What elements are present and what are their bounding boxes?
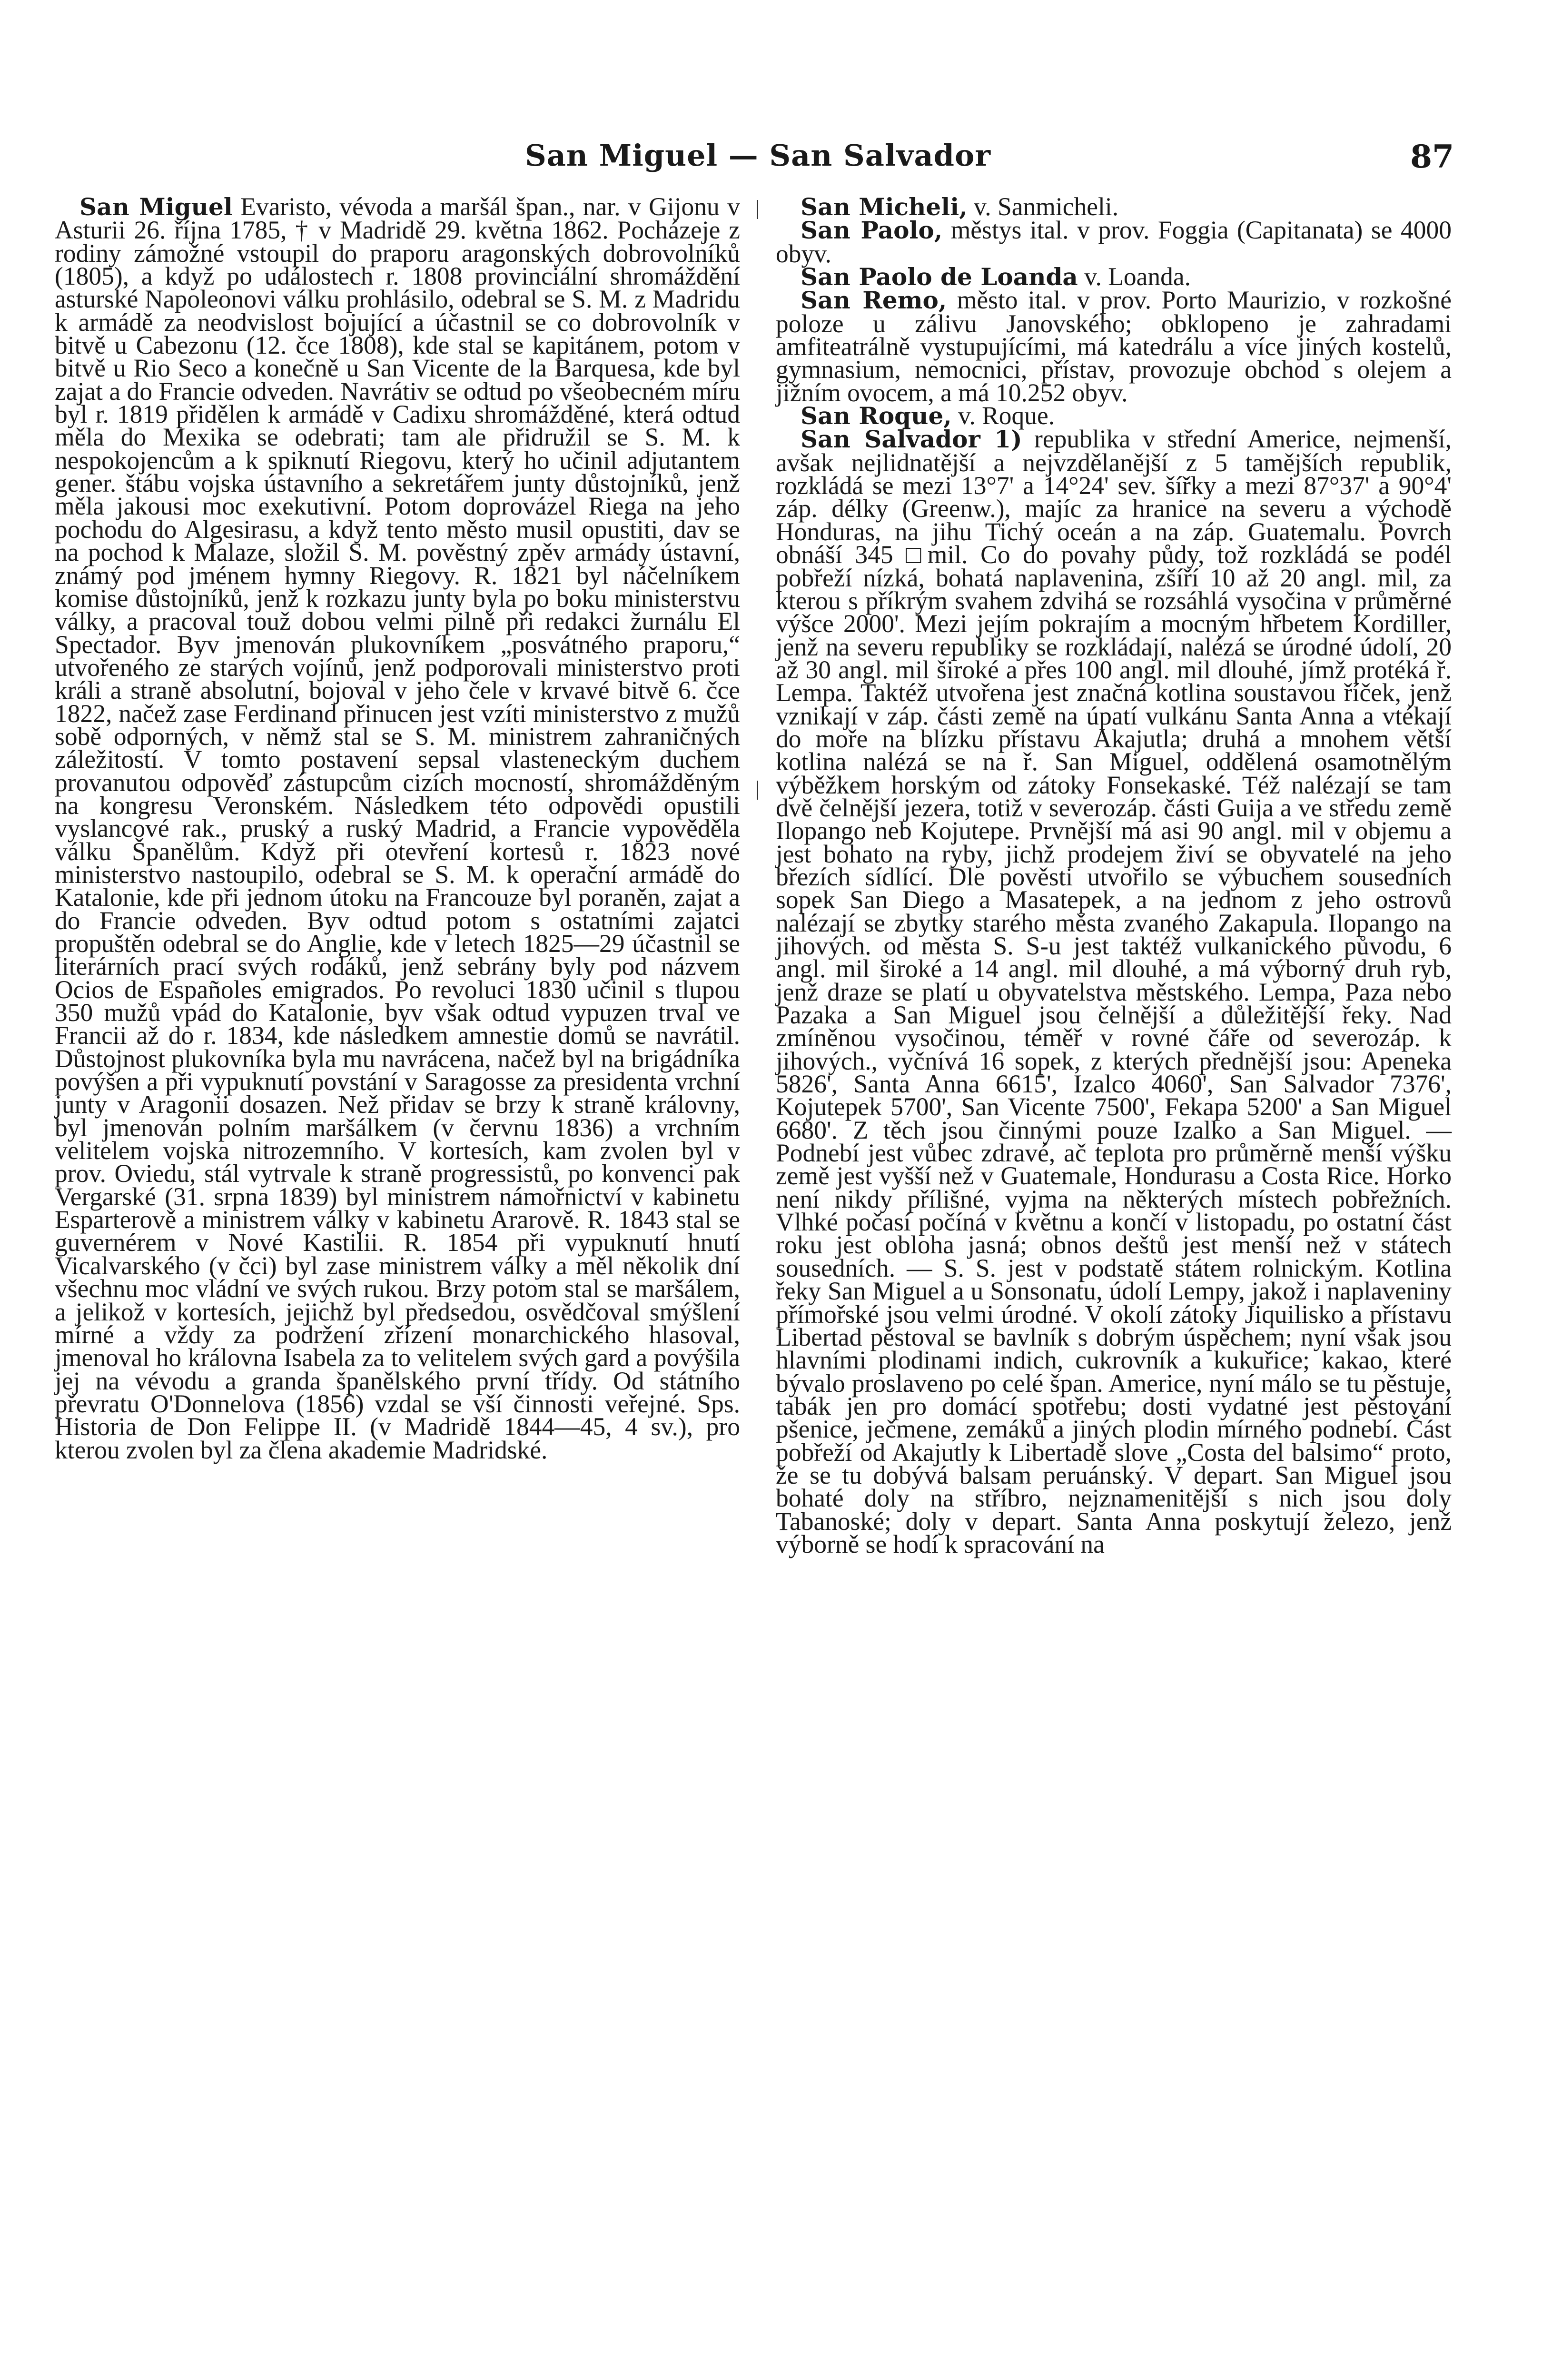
entry-headword: San Paolo, xyxy=(801,216,943,245)
running-title: San Miguel — San Salvador xyxy=(524,138,991,173)
entry-body: v. Loanda. xyxy=(1078,262,1191,291)
running-header xyxy=(62,133,1454,181)
entry-body: v. Roque. xyxy=(951,401,1055,430)
entry-headword: San Roque, xyxy=(801,402,952,430)
entry-body: městys ital. v prov. Foggia (Capitanata) se 4000 obyv. xyxy=(776,216,1452,268)
entry-headword: San Micheli, xyxy=(801,193,968,221)
entry-san-paolo xyxy=(776,216,1452,268)
column-divider-mark xyxy=(757,781,758,800)
entry-body: v. Sanmicheli. xyxy=(967,192,1119,221)
entry-san-roque xyxy=(776,401,1452,430)
entry-san-miguel xyxy=(55,192,740,1464)
entry-san-salvador xyxy=(776,427,1452,1556)
entry-san-remo xyxy=(776,286,1452,407)
entry-headword: San Salvador 1) xyxy=(801,425,1022,454)
entry-headword: San Paolo de Loanda xyxy=(801,263,1078,291)
entry-san-micheli xyxy=(776,192,1452,221)
entry-body: Evaristo, vévoda a maršál špan., nar. v Gijonu v Asturii 26. října 1785, † v Madridě 29. května 1862. Pocházeje z rodiny zámožné vstoupil do praporu aragonských dobrovolníků (1805), a když po událostech r. 1808 provinciální shromáždění asturské Napoleonovi válku prohlásilo, odebral se S. M. z Madridu k armádě za neodvislost bojující a účastnil se co dobrovolník v bitvě u Cabezonu (12. čce 1808), kde stal se kapitánem, potom v bitvě u Rio Seco a konečně u San Vicente de la Barquesa, kde byl zajat a do Francie odveden. Navrátiv se odtud po všeobecném míru byl r. 1819 přidělen k armádě v Cadixu shromážděné, která odtud měla do Mexika se odebrati; tam ale přidružil se S. M. k nespokojencům a k spiknutí Riegovu, který ho učinil adjutantem gener. štábu vojska ústavního a sekretářem junty důstojníků, jenž měla jakousi moc exekutivní. Potom doprovázel Riega na jeho pochodu do Algesirasu, a když tento město musil opustiti, dav se na pochod k Malaze, složil S. M. pověstný zpěv armády ústavní, známý pod jménem hymny Riegovy. R. 1821 byl náčelníkem komise důstojníků, jenž k rozkazu junty byla po boku ministerstvu války, a pracoval touž dobou velmi pilně při redakci žurnálu El Spectador. Byv jmenován plukovníkem „posvátného praporu,“ utvořeného ze starých vojínů, jenž podporovali ministerstvo proti králi a straně absolutní, bojoval v jeho čele v krvavé bitvě 6. čce 1822, načež zase Ferdinand přinucen jest vzíti ministerstvo z mužů sobě odporných, v němž stal se S. M. ministrem zahraničných záležitostí. V tomto postavení sepsal vlasteneckým duchem provanutou odpověď zástupcům cizích mocností, shromážděným na kongresu Veronském. Následkem této odpovědi opustili vyslancové rak., pruský a ruský Madrid, a Francie vypověděla válku Španělům. Když při otevření kortesů r. 1823 nové ministerstvo nastoupilo, odebral se S. M. k operační armádě do Katalonie, kde při jednom útoku na Francouze byl poraněn, zajat a do Francie odveden. Byv odtud potom s ostatními zajatci propuštěn odebral se do Anglie, kde v letech 1825—29 účastnil se literárních prací svých rodáků, jenž sebrány byly pod názvem Ocios de Españoles emigrados. Po revoluci 1830 učinil s tlupou 350 mužů vpád do Katalonie, byv však odtud vypuzen trval ve Francii až do r. 1834, kde následkem amnestie domů se navrátil. Důstojnost plukovníka byla mu navrácena, načež byl na brigádníka povýšen a při vypuknutí povstání v Saragosse za presidenta vrchní junty v Aragonii dosazen. Než přidav se brzy k straně královny, byl jmenován polním maršálkem (v červnu 1836) a vrchním velitelem vojska nitrozemního. V kortesích, kam zvolen byl v prov. Oviedu, stál vytrvale k straně progressistů, po konvenci pak Vergarské (31. srpna 1839) byl ministrem námořnictví v kabinetu Esparterově a ministrem války v kabinetu Ararově. R. 1843 stal se guvernérem v Nové Kastilii. R. 1854 při vypuknutí hnutí Vicalvarského (v čci) byl zase ministrem války a měl několik dní všechnu moc vládní ve svých rukou. Brzy potom stal se maršálem, a jelikož v kortesích, jejichž byl předsedou, osvědčoval smýšlení mírné a vždy za podržení zřízení monarchického hlasoval, jmenoval ho královna Isabela za to velitelem svých gard a povýšila jej na vévodu a granda španělského první třídy. Od státního převratu O'Donnelova (1856) vzdal se vší činnosti veřejné. Sps. Historia de Don Felippe II. (v Madridě 1844—45, 4 sv.), pro kterou zvolen byl za člena akademie Madridské. xyxy=(55,192,740,1464)
entry-headword: San Remo, xyxy=(801,286,947,315)
right-column xyxy=(776,192,1452,1558)
column-divider-mark xyxy=(757,200,758,219)
entry-body: město ital. v prov. Porto Maurizio, v rozkošné poloze u zálivu Janovského; obklopeno je zahradami amfiteatrálně vystupujícími, má katedrálu a více jiných kostelů, gymnasium, nemocnici, přístav, provozuje obchod s olejem a jižním ovocem, a má 10.252 obyv. xyxy=(776,286,1452,407)
entry-san-paolo-de-loanda xyxy=(776,262,1452,291)
left-column xyxy=(55,192,740,1464)
entry-headword: San Miguel xyxy=(79,193,233,221)
entry-body: republika v střední Americe, nejmenší, avšak nejlidnatější a nejvzdělanější z 5 tamějších republik, rozkládá se mezi 13°7' a 14°24' sev. šířky a mezi 87°37' a 90°4' záp. délky (Greenw.), majíc za hranice na severu a východě Honduras, na jihu Tichý oceán a na záp. Guatemalu. Povrch obnáší 345 □mil. Co do povahy půdy, tož rozkládá se podél pobřeží nízká, bohatá naplavenina, zšíří 10 až 20 angl. mil, za kterou s příkrým svahem zdvihá se rozsáhlá vysočina v průměrné výšce 2000'. Mezi jejím pokrajím a mocným hřbetem Kordiller, jenž na severu republiky se rozkládají, nalézá se úrodné údolí, 20 až 30 angl. mil široké a přes 100 angl. mil dlouhé, jímž protéká ř. Lempa. Taktéž utvořena jest značná kotlina soustavou říček, jenž vznikají v záp. části země na úpatí vulkánu Santa Anna a vtékají do moře na blízku přístavu Akajutla; druhá a mnohem větší kotlina nalézá se na ř. San Miguel, oddělená osamotnělým výběžkem horským od zátoky Fonsekaské. Též nalézají se tam dvě čelnější jezera, totiž v severozáp. části Guija a ve středu země Ilopango neb Kojutepe. Prvnější má asi 90 angl. mil v objemu a jest bohato na ryby, jichž prodejem živí se obyvatelé na jeho březích sídlící. Dle pověsti utvořilo se výbuchem sousedních sopek San Diego a Masatepek, a na jednom z jeho ostrovů nalézají se zbytky starého města zvaného Zakapula. Ilopango na jihových. od města S. S-u jest taktéž vulkanického původu, 6 angl. mil široké a 14 angl. mil dlouhé, a má výborný druh ryb, jenž draze se platí u obyvatelstva městského. Lempa, Paza nebo Pazaka a San Miguel jsou čelnější a důležitější řeky. Nad zmíněnou vysočinou, téměř v rovné čáře od severozáp. k jihových., vyčnívá 16 sopek, z kterých přednější jsou: Apeneka 5826', Santa Anna 6615', Izalco 4060', San Salvador 7376', Kojutepek 5700', San Vicente 7500', Fekapa 5200' a San Miguel 6680'. Z těch jsou činnými pouze Izalko a San Miguel. — Podnebí jest vůbec zdravé, ač teplota pro průměrně menší výšku země jest vyšší než v Guatemale, Hondurasu a Costa Rice. Horko není nikdy přílišné, vyjma na některých místech pobřežních. Vlhké počasí počíná v květnu a končí v listopadu, po ostatní část roku jest obloha jasná; obnos deštů jest menší než v státech sousedních. — S. S. jest v podstatě státem rolnickým. Kotlina řeky San Miguel a u Sonsonatu, údolí Lempy, jakož i naplaveniny přímořské jsou velmi úrodné. V okolí zátoky Jiquilisko a přístavu Libertad pěstoval se bavlník s dobrým úspěchem; nyní však jsou hlavními plodinami indich, cukrovník a kukuřice; kakao, které bývalo proslaveno po celé špan. Americe, nyní málo se tu pěstuje, tabák jen pro domácí spotřebu; dosti vydatné jest pěstování pšenice, ječmene, zemáků a jiných plodin mírného podnebí. Část pobřeží od Akajutly k Libertadě slove „Costa del balsimo“ proto, že se tu dobývá balsam peruánský. V depart. San Miguel jsou bohaté doly na stříbro, nejznamenitější s nich jsou doly Tabanoské; doly v depart. Santa Anna poskytují železo, jenž výborně se hodí k spracování na xyxy=(776,425,1452,1558)
page-number: 87 xyxy=(1410,138,1454,175)
